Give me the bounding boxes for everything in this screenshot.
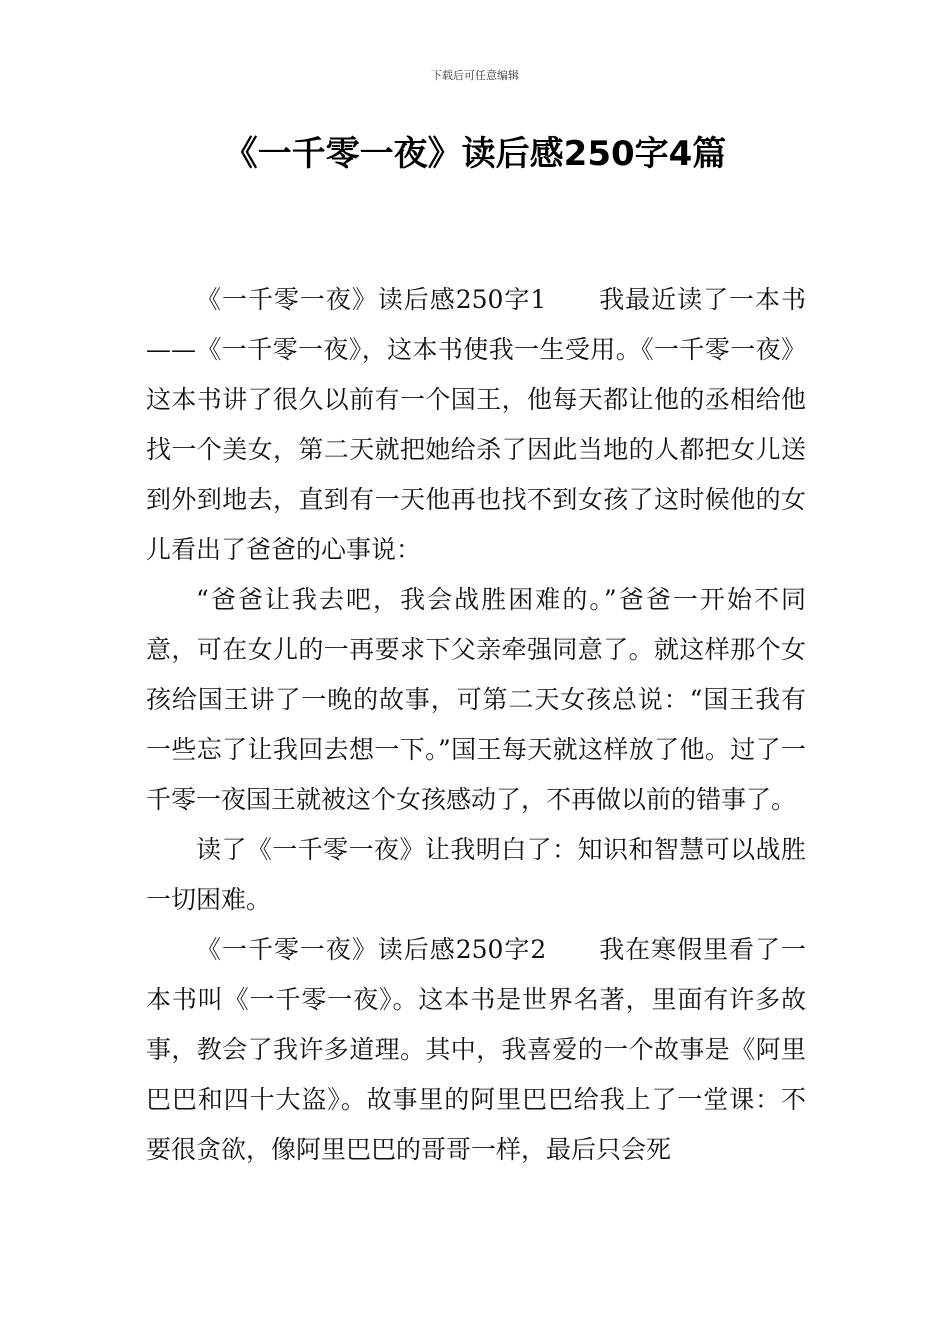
paragraph-2: “爸爸让我去吧，我会战胜困难的。”爸爸一开始不同意，可在女儿的一再要求下父亲牵强同意了。就这样那个女孩给国王讲了一晚的故事，可第二天女孩总说：“国王我有一些忘了让我回去想一下。”国王每天就这样放了他。过了一千零一夜国王就被这个女孩感动了，不再做以前的错事了。	[146, 585, 806, 814]
paragraph-3: 读了《一千零一夜》让我明白了：知识和智慧可以战胜一切困难。	[146, 835, 806, 914]
document-title: 《一千零一夜》读后感250字4篇	[223, 134, 727, 174]
paragraph-4: 《一千零一夜》读后感250字2 我在寒假里看了一本书叫《一千零一夜》。这本书是世界名著，里面有许多故事，教会了我许多道理。其中，我喜爱的一个故事是《阿里巴巴和四十大盗》。故事里的阿里巴巴给我上了一堂课：不要很贪欲，像阿里巴巴的哥哥一样，最后只会死	[146, 935, 806, 1164]
paragraph-1: 《一千零一夜》读后感250字1 我最近读了一本书——《一千零一夜》，这本书使我一生受用。《一千零一夜》这本书讲了很久以前有一个国王，他每天都让他的丞相给他找一个美女，第二天就把她给杀了因此当地的人都把女儿送到外到地去，直到有一天他再也找不到女孩了这时候他的女儿看出了爸爸的心事说：	[146, 285, 806, 564]
header-note: 下载后可任意编辑	[431, 69, 519, 82]
document-body	[146, 275, 806, 1175]
